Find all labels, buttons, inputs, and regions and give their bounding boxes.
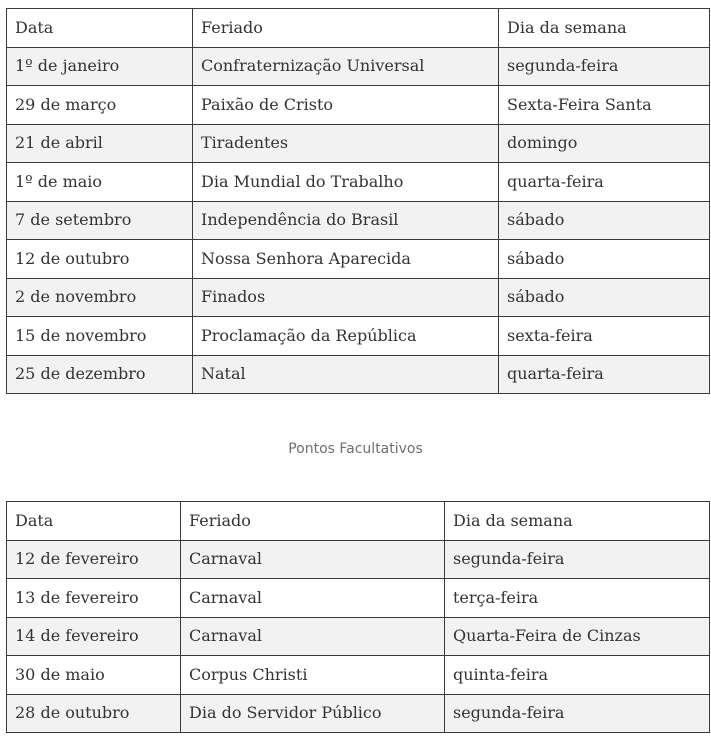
table-cell: 14 de fevereiro xyxy=(7,617,181,656)
table-row xyxy=(7,86,710,125)
table-row xyxy=(7,240,710,279)
table-cell: Finados xyxy=(193,278,499,317)
table-cell: Confraternização Universal xyxy=(193,47,499,86)
table-cell: 21 de abril xyxy=(7,124,193,163)
column-header: Feriado xyxy=(193,9,499,48)
table-cell: 2 de novembro xyxy=(7,278,193,317)
table-row xyxy=(7,201,710,240)
table-cell: 1º de janeiro xyxy=(7,47,193,86)
column-header: Data xyxy=(7,502,181,541)
table-cell: quarta-feira xyxy=(499,163,710,202)
optional-days-table xyxy=(6,501,710,733)
table-cell: sábado xyxy=(499,240,710,279)
table-row xyxy=(7,355,710,394)
table-cell: 1º de maio xyxy=(7,163,193,202)
table-row xyxy=(7,163,710,202)
table-row xyxy=(7,579,710,618)
table-cell: Carnaval xyxy=(181,579,445,618)
table-cell: Nossa Senhora Aparecida xyxy=(193,240,499,279)
table-cell: Tiradentes xyxy=(193,124,499,163)
table-cell: sexta-feira xyxy=(499,317,710,356)
column-header: Feriado xyxy=(181,502,445,541)
optional-days-caption: Pontos Facultativos xyxy=(288,441,423,457)
table-cell: 29 de março xyxy=(7,86,193,125)
table-cell: Carnaval xyxy=(181,617,445,656)
table-cell: terça-feira xyxy=(445,579,710,618)
table-cell: segunda-feira xyxy=(445,540,710,579)
table-row xyxy=(7,124,710,163)
holidays-table xyxy=(6,8,710,394)
table-cell: 15 de novembro xyxy=(7,317,193,356)
table-row xyxy=(7,617,710,656)
table-cell: Independência do Brasil xyxy=(193,201,499,240)
table-cell: Natal xyxy=(193,355,499,394)
table-cell: 7 de setembro xyxy=(7,201,193,240)
table-cell: 28 de outubro xyxy=(7,694,181,733)
table-cell: 30 de maio xyxy=(7,656,181,695)
table-cell: quinta-feira xyxy=(445,656,710,695)
table-row xyxy=(7,540,710,579)
table-cell: Dia Mundial do Trabalho xyxy=(193,163,499,202)
holidays-table-body xyxy=(7,9,710,394)
table-cell: Proclamação da República xyxy=(193,317,499,356)
table-cell: sábado xyxy=(499,201,710,240)
table-row xyxy=(7,317,710,356)
table-header-row xyxy=(7,9,710,48)
table-cell: Corpus Christi xyxy=(181,656,445,695)
table-cell: Paixão de Cristo xyxy=(193,86,499,125)
column-header: Dia da semana xyxy=(499,9,710,48)
table-row xyxy=(7,656,710,695)
table-header-row xyxy=(7,502,710,541)
table-cell: segunda-feira xyxy=(499,47,710,86)
column-header: Data xyxy=(7,9,193,48)
optional-days-table-body xyxy=(7,502,710,733)
table-cell: 12 de outubro xyxy=(7,240,193,279)
table-cell: 13 de fevereiro xyxy=(7,579,181,618)
column-header: Dia da semana xyxy=(445,502,710,541)
table-cell: 25 de dezembro xyxy=(7,355,193,394)
table-row xyxy=(7,47,710,86)
table-cell: Dia do Servidor Público xyxy=(181,694,445,733)
table-cell: Quarta-Feira de Cinzas xyxy=(445,617,710,656)
table-cell: domingo xyxy=(499,124,710,163)
table-cell: Sexta-Feira Santa xyxy=(499,86,710,125)
table-cell: segunda-feira xyxy=(445,694,710,733)
table-cell: 12 de fevereiro xyxy=(7,540,181,579)
table-cell: sábado xyxy=(499,278,710,317)
table-row xyxy=(7,694,710,733)
table-cell: Carnaval xyxy=(181,540,445,579)
table-row xyxy=(7,278,710,317)
table-cell: quarta-feira xyxy=(499,355,710,394)
